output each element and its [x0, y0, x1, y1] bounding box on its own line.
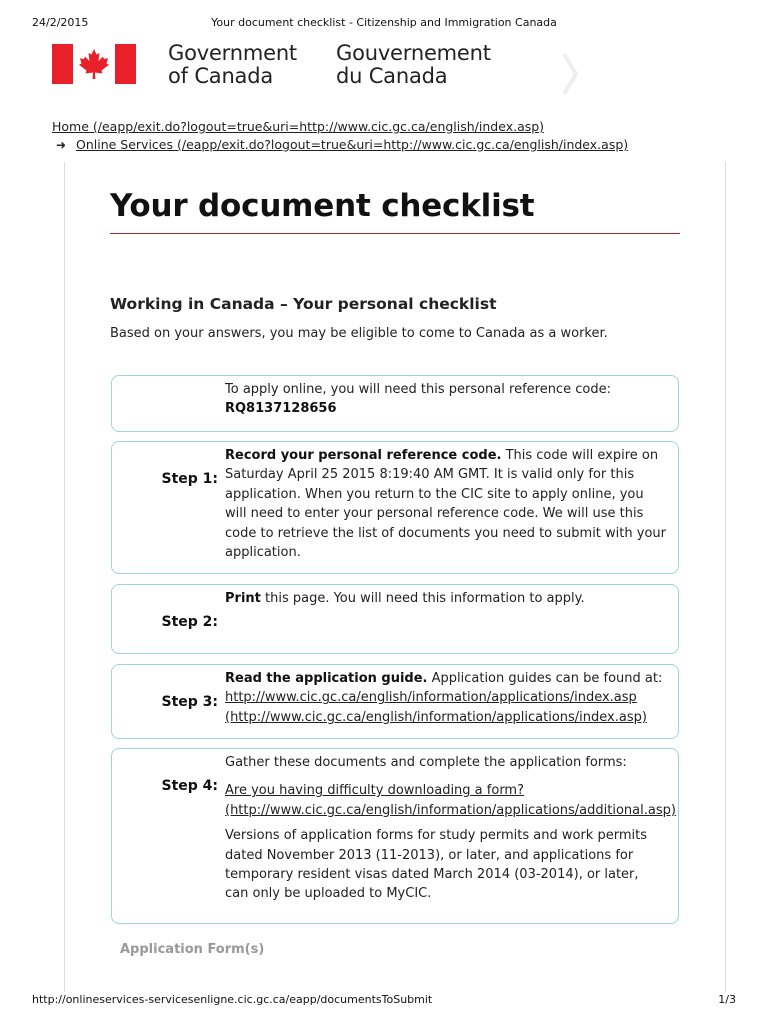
breadcrumb-home-link[interactable]: Home (/eapp/exit.do?logout=true&uri=http://www.cic.gc.ca/english/index.asp) — [52, 119, 545, 134]
download-help-link[interactable]: Are you having difficulty downloading a form? (http://www.cic.gc.ca/english/information/applications/additional.asp) — [225, 783, 676, 818]
reference-code: RQ8137128656 — [225, 401, 337, 417]
print-page-number: 1/3 — [718, 993, 736, 1006]
canada-flag-icon — [52, 44, 136, 84]
step-1-content — [225, 446, 666, 562]
government-signature — [52, 42, 592, 100]
step-2-text: this page. You will need this information to apply. — [260, 591, 585, 606]
application-forms-heading: Application Form(s) — [120, 942, 265, 957]
reference-code-box — [111, 375, 679, 432]
step-3-content — [225, 669, 666, 727]
checklist-subtitle: Working in Canada – Your personal checklist — [110, 295, 497, 313]
government-wordmark-en: Government of Canada — [168, 41, 297, 88]
step-2-content — [225, 589, 666, 608]
print-url: http://onlineservices-servicesenligne.cic.gc.ca/eapp/documentsToSubmit — [32, 993, 433, 1006]
title-divider — [110, 233, 680, 234]
print-header — [32, 16, 736, 32]
application-guides-link[interactable]: http://www.cic.gc.ca/english/information/applications/index.asp (http://www.cic.gc.ca/english/information/applications/index.asp) — [225, 690, 647, 725]
step-1-text: This code will expire on Saturday April 25 2015 8:19:40 AM GMT. It is valid only for this application. When you return to the CIC site to apply online, you will need to enter your personal reference code. We will use this code to retrieve the list of documents you need to submit with your application. — [225, 448, 666, 561]
reference-content — [225, 380, 666, 419]
intro-text: Based on your answers, you may be eligible to come to Canada as a worker. — [110, 326, 608, 341]
step-2-label: Step 2: — [161, 614, 218, 630]
step-3-text: Application guides can be found at: — [427, 671, 663, 686]
step-2-box — [111, 584, 679, 654]
step-3-box — [111, 664, 679, 739]
step-3-heading: Read the application guide. — [225, 671, 428, 686]
breadcrumb-online-services-link[interactable]: Online Services (/eapp/exit.do?logout=true&uri=http://www.cic.gc.ca/english/index.asp) — [76, 137, 629, 152]
step-3-label: Step 3: — [161, 694, 218, 710]
government-wordmark-fr: Gouvernement du Canada — [336, 41, 491, 88]
arrow-right-icon: ➜ — [56, 138, 67, 152]
step-4-note: Versions of application forms for study permits and work permits dated November 2013 (11-2013), or later, and applications for temporary resident visas dated March 2014 (03-2014), or later, can only be uploaded to MyCIC. — [225, 828, 647, 902]
step-4-content — [225, 753, 676, 904]
step-4-label: Step 4: — [161, 778, 218, 794]
step-4-box — [111, 748, 679, 924]
reference-instruction: To apply online, you will need this personal reference code: — [225, 382, 611, 397]
step-2-heading: Print — [225, 591, 261, 606]
print-footer — [32, 993, 736, 1007]
print-title: Your document checklist - Citizenship and Immigration Canada — [211, 16, 557, 29]
step-1-heading: Record your personal reference code. — [225, 448, 502, 463]
step-4-text: Gather these documents and complete the application forms: — [225, 755, 627, 770]
step-1-label: Step 1: — [161, 471, 218, 487]
page-title: Your document checklist — [110, 188, 535, 224]
breadcrumb-online-services — [52, 136, 628, 154]
step-1-box — [111, 441, 679, 574]
print-date: 24/2/2015 — [32, 16, 89, 29]
chevron-right-icon — [562, 52, 578, 96]
breadcrumb — [52, 118, 628, 154]
